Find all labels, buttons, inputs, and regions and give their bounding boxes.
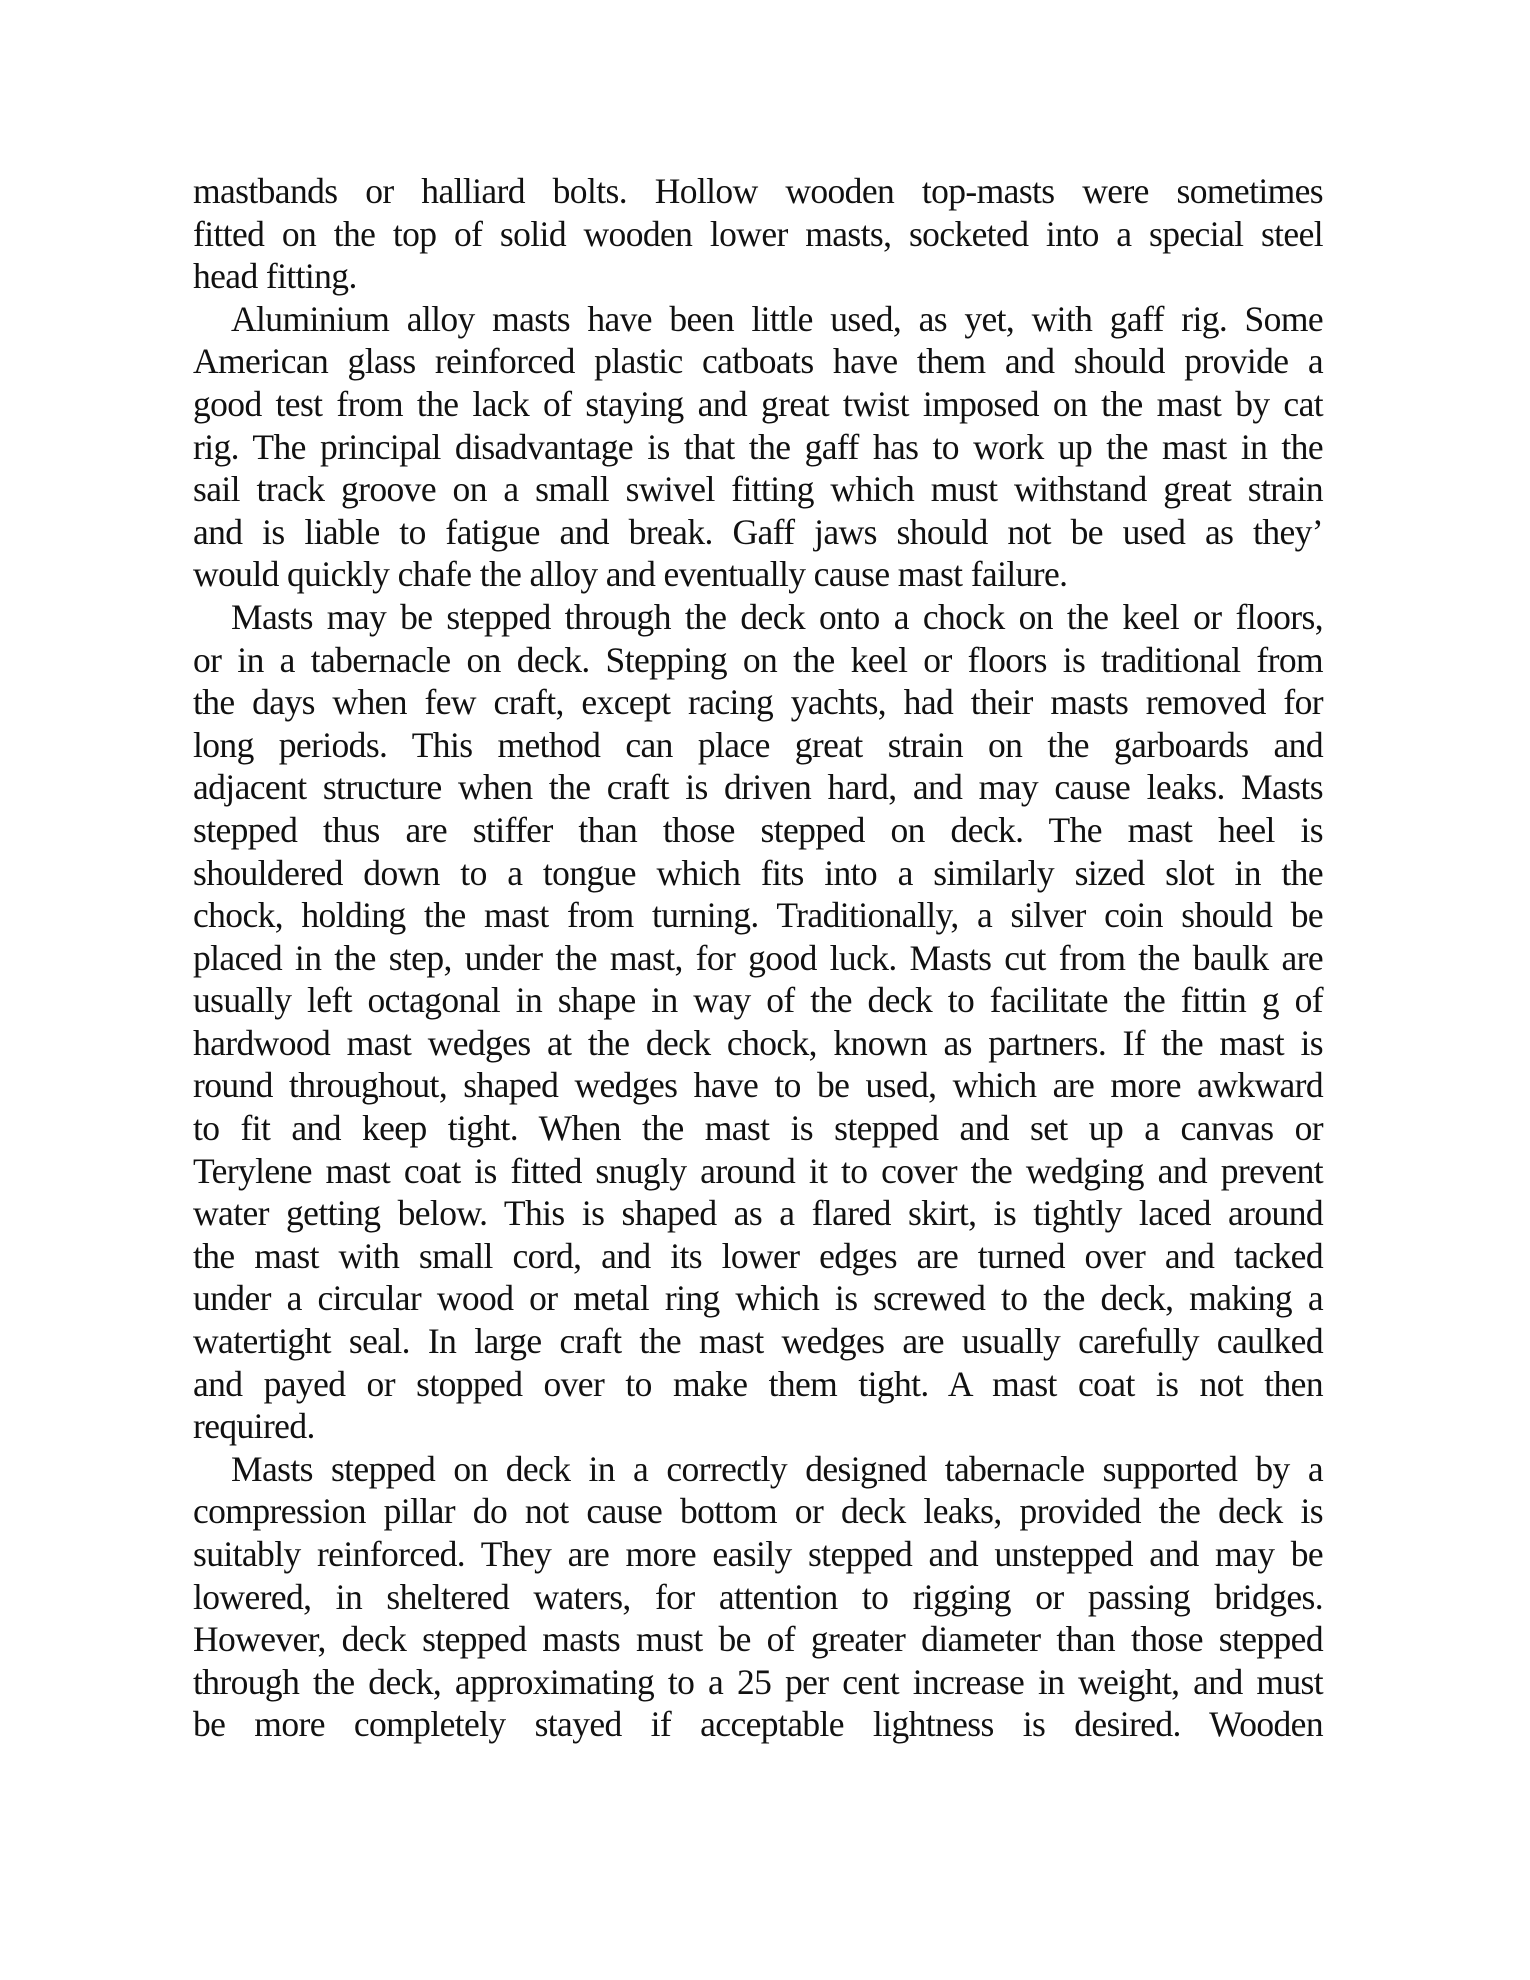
text-line: adjacent structure when the craft is driven hard, and may cause leaks. Masts	[193, 767, 1323, 808]
text-line: required.	[193, 1406, 315, 1447]
text-line: Masts stepped on deck in a correctly designed tabernacle supported by a	[231, 1448, 1323, 1489]
text-line: head fitting.	[193, 256, 357, 297]
text-line: or in a tabernacle on deck. Stepping on the keel or floors is traditional from	[193, 639, 1323, 680]
text-line: lowered, in sheltered waters, for attention to rigging or passing bridges.	[193, 1576, 1323, 1617]
text-line: However, deck stepped masts must be of greater diameter than those stepped	[193, 1619, 1323, 1660]
text-line: under a circular wood or metal ring which is screwed to the deck, making a	[193, 1278, 1323, 1319]
text-line: good test from the lack of staying and great twist imposed on the mast by cat	[193, 383, 1323, 424]
text-line: round throughout, shaped wedges have to be used, which are more awkward	[193, 1065, 1323, 1106]
text-line: would quickly chafe the alloy and eventually cause mast failure.	[193, 554, 1068, 595]
text-line: American glass reinforced plastic catboats have them and should provide a	[193, 341, 1323, 382]
text-line: fitted on the top of solid wooden lower masts, socketed into a special steel	[193, 213, 1323, 254]
text-line: be more completely stayed if acceptable lightness is desired. Wooden	[193, 1704, 1323, 1745]
text-line: usually left octagonal in shape in way of the deck to facilitate the fittin g of	[193, 980, 1323, 1021]
text-line: placed in the step, under the mast, for good luck. Masts cut from the baulk are	[193, 937, 1323, 978]
text-line: and is liable to fatigue and break. Gaff jaws should not be used as they’	[193, 511, 1323, 552]
text-line: Terylene mast coat is fitted snugly around it to cover the wedging and prevent	[193, 1150, 1323, 1191]
text-line: shouldered down to a tongue which fits into a similarly sized slot in the	[193, 852, 1323, 893]
text-line: the days when few craft, except racing yachts, had their masts removed for	[193, 682, 1323, 723]
text-line: to fit and keep tight. When the mast is stepped and set up a canvas or	[193, 1108, 1323, 1149]
paragraph-masts-stepped-on-deck	[193, 1448, 1323, 1746]
text-line: Aluminium alloy masts have been little used, as yet, with gaff rig. Some	[231, 298, 1323, 339]
text-line: watertight seal. In large craft the mast wedges are usually carefully caulked	[193, 1321, 1323, 1362]
text-line: chock, holding the mast from turning. Traditionally, a silver coin should be	[193, 895, 1323, 936]
book-page-text	[193, 170, 1323, 1746]
paragraph-masts-stepped-through-deck	[193, 596, 1323, 1448]
text-line: hardwood mast wedges at the deck chock, known as partners. If the mast is	[193, 1022, 1323, 1063]
text-line: compression pillar do not cause bottom or deck leaks, provided the deck is	[193, 1491, 1323, 1532]
text-line: through the deck, approximating to a 25 per cent increase in weight, and must	[193, 1661, 1323, 1702]
text-line: the mast with small cord, and its lower edges are turned over and tacked	[193, 1235, 1323, 1276]
text-line: Masts may be stepped through the deck onto a chock on the keel or floors,	[231, 596, 1323, 637]
text-line: mastbands or halliard bolts. Hollow wooden top-masts were sometimes	[193, 171, 1323, 211]
text-line: sail track groove on a small swivel fitting which must withstand great strain	[193, 469, 1323, 510]
text-line: stepped thus are stiffer than those stepped on deck. The mast heel is	[193, 809, 1323, 850]
text-line: and payed or stopped over to make them tight. A mast coat is not then	[193, 1363, 1323, 1404]
paragraph-aluminium-alloy-masts	[193, 298, 1323, 596]
paragraph-mast-construction-continued	[193, 170, 1323, 298]
text-line: water getting below. This is shaped as a flared skirt, is tightly laced around	[193, 1193, 1323, 1234]
text-line: long periods. This method can place great strain on the garboards and	[193, 724, 1323, 765]
text-line: rig. The principal disadvantage is that the gaff has to work up the mast in the	[193, 426, 1323, 467]
text-line: suitably reinforced. They are more easily stepped and unstepped and may be	[193, 1534, 1323, 1574]
